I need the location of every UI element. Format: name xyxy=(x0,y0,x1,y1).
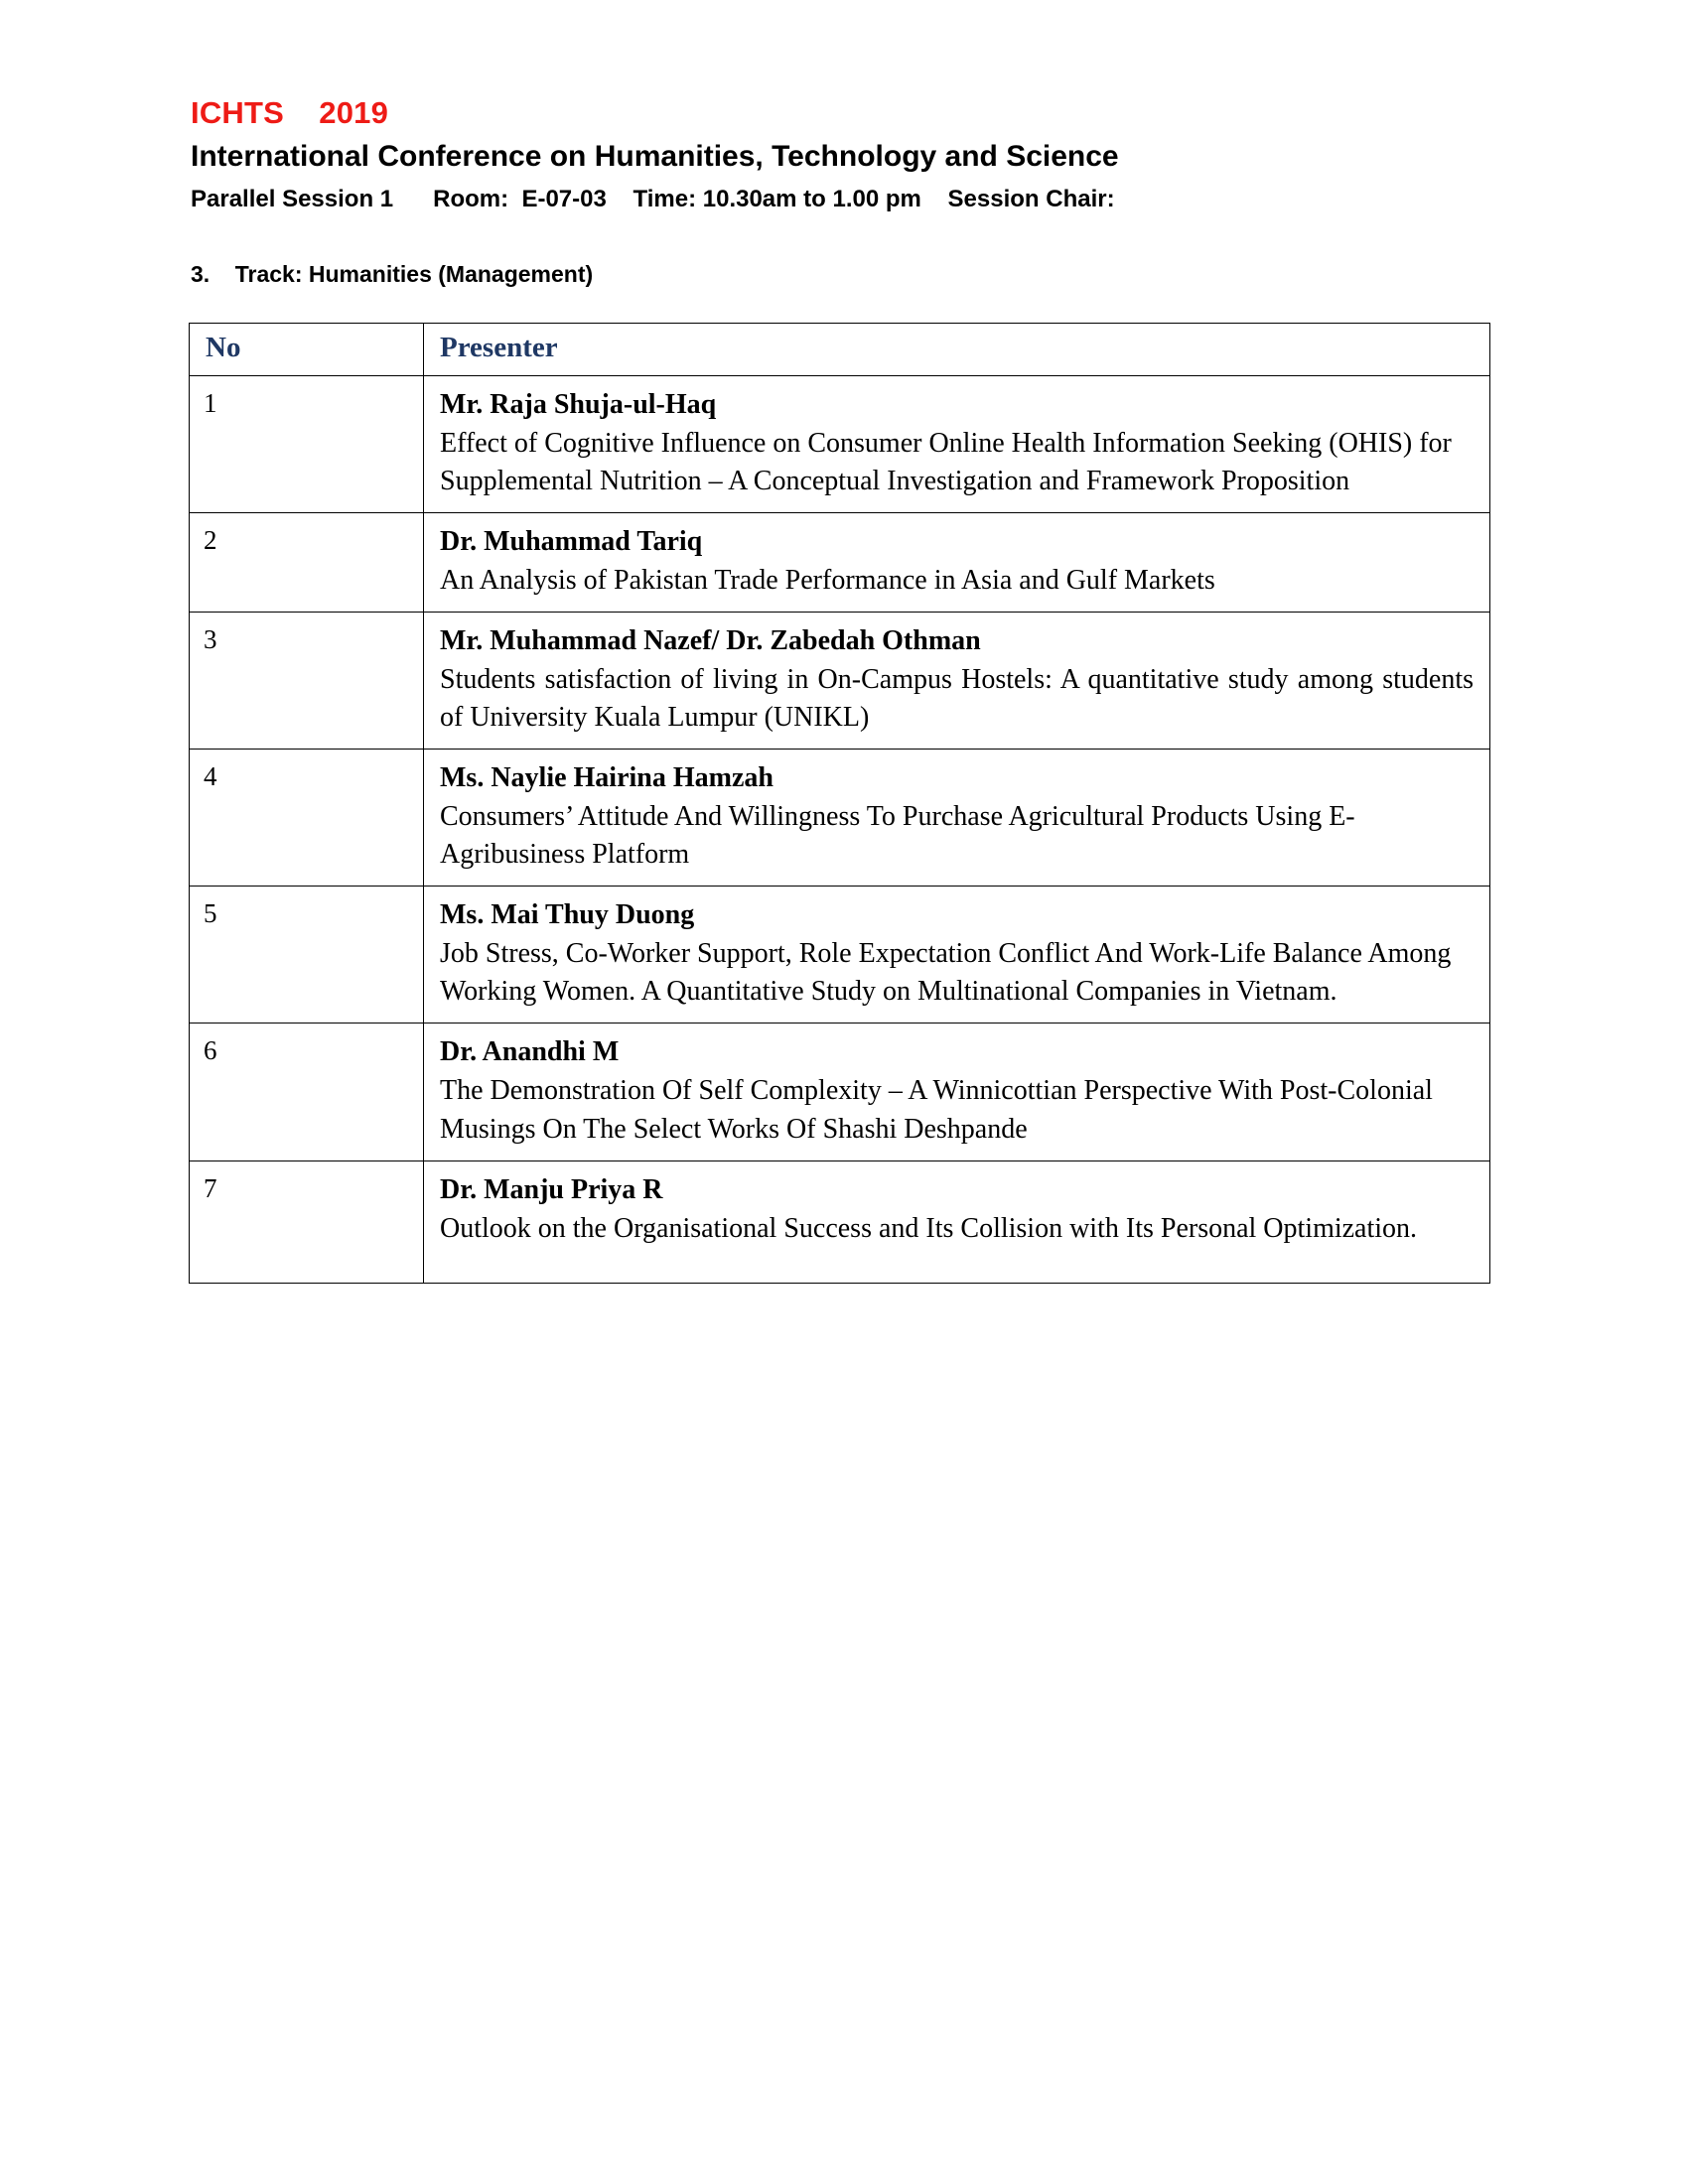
row-number: 5 xyxy=(204,898,217,929)
paper-title: The Demonstration Of Self Complexity – A Winnicottian Perspective With Post-Colonial Musings On The Select Works Of Shashi Deshpande xyxy=(440,1075,1433,1145)
presenter-name: Dr. Anandhi M xyxy=(440,1036,620,1068)
table-row xyxy=(190,1024,1490,1160)
track-line: 3. Track: Humanities (Management) xyxy=(191,261,594,287)
table-row xyxy=(190,613,1490,750)
row-presenter-cell xyxy=(424,887,1490,1024)
row-number-cell xyxy=(190,1160,424,1283)
table-row xyxy=(190,887,1490,1024)
row-number: 2 xyxy=(204,525,217,556)
paper-title: Outlook on the Organisational Success and Its Collision with Its Personal Optimization. xyxy=(440,1212,1418,1244)
presenter-name: Mr. Raja Shuja-ul-Haq xyxy=(440,389,717,420)
row-number: 7 xyxy=(204,1172,217,1203)
paper-title: Consumers’ Attitude And Willingness To Purchase Agricultural Products Using E-Agribusiness Platform xyxy=(440,801,1355,871)
paper-title: Effect of Cognitive Influence on Consumer Online Health Information Seeking (OHIS) for Supplemental Nutrition – A Conceptual Investigation and Framework Proposition xyxy=(440,427,1452,497)
column-header-presenter-label: Presenter xyxy=(440,332,558,363)
row-presenter-cell xyxy=(424,376,1490,513)
table-row xyxy=(190,376,1490,513)
presenter-name: Ms. Mai Thuy Duong xyxy=(440,899,695,931)
row-number-cell xyxy=(190,376,424,513)
column-header-no xyxy=(190,324,424,376)
presenter-name: Mr. Muhammad Nazef/ Dr. Zabedah Othman xyxy=(440,625,981,657)
row-number-cell xyxy=(190,750,424,887)
row-number-cell xyxy=(190,613,424,750)
row-number: 4 xyxy=(204,761,217,792)
table-row xyxy=(190,750,1490,887)
row-number: 3 xyxy=(204,624,217,655)
column-header-presenter xyxy=(424,324,1490,376)
row-presenter-cell xyxy=(424,513,1490,613)
table-header-row xyxy=(190,324,1490,376)
presenter-name: Dr. Manju Priya R xyxy=(440,1173,663,1205)
row-number-cell xyxy=(190,1024,424,1160)
paper-title: Students satisfaction of living in On-Campus Hostels: A quantitative study among students of University Kuala Lumpur (UNIKL) xyxy=(440,664,1474,734)
presenter-schedule-table xyxy=(189,323,1490,1284)
table-row xyxy=(190,1160,1490,1283)
row-presenter-cell xyxy=(424,750,1490,887)
document-header xyxy=(191,94,1511,216)
conference-code: ICHTS 2019 xyxy=(191,95,389,130)
paper-title: Job Stress, Co-Worker Support, Role Expectation Conflict And Work-Life Balance Among Working Women. A Quantitative Study on Multinational Companies in Vietnam. xyxy=(440,938,1452,1008)
row-presenter-cell xyxy=(424,613,1490,750)
row-presenter-cell xyxy=(424,1160,1490,1283)
row-number-cell xyxy=(190,887,424,1024)
presenter-name: Dr. Muhammad Tariq xyxy=(440,526,703,558)
row-number: 1 xyxy=(204,388,217,418)
session-info-line: Parallel Session 1 Room: E-07-03 Time: 10.30am to 1.00 pm Session Chair: xyxy=(191,186,1115,213)
presenter-name: Ms. Naylie Hairina Hamzah xyxy=(440,762,774,794)
paper-title: An Analysis of Pakistan Trade Performance in Asia and Gulf Markets xyxy=(440,565,1215,597)
row-number: 6 xyxy=(204,1035,217,1066)
conference-title: International Conference on Humanities, Technology and Science xyxy=(191,139,1119,173)
row-presenter-cell xyxy=(424,1024,1490,1160)
table-row xyxy=(190,513,1490,613)
row-number-cell xyxy=(190,513,424,613)
column-header-no-label: No xyxy=(206,332,241,363)
